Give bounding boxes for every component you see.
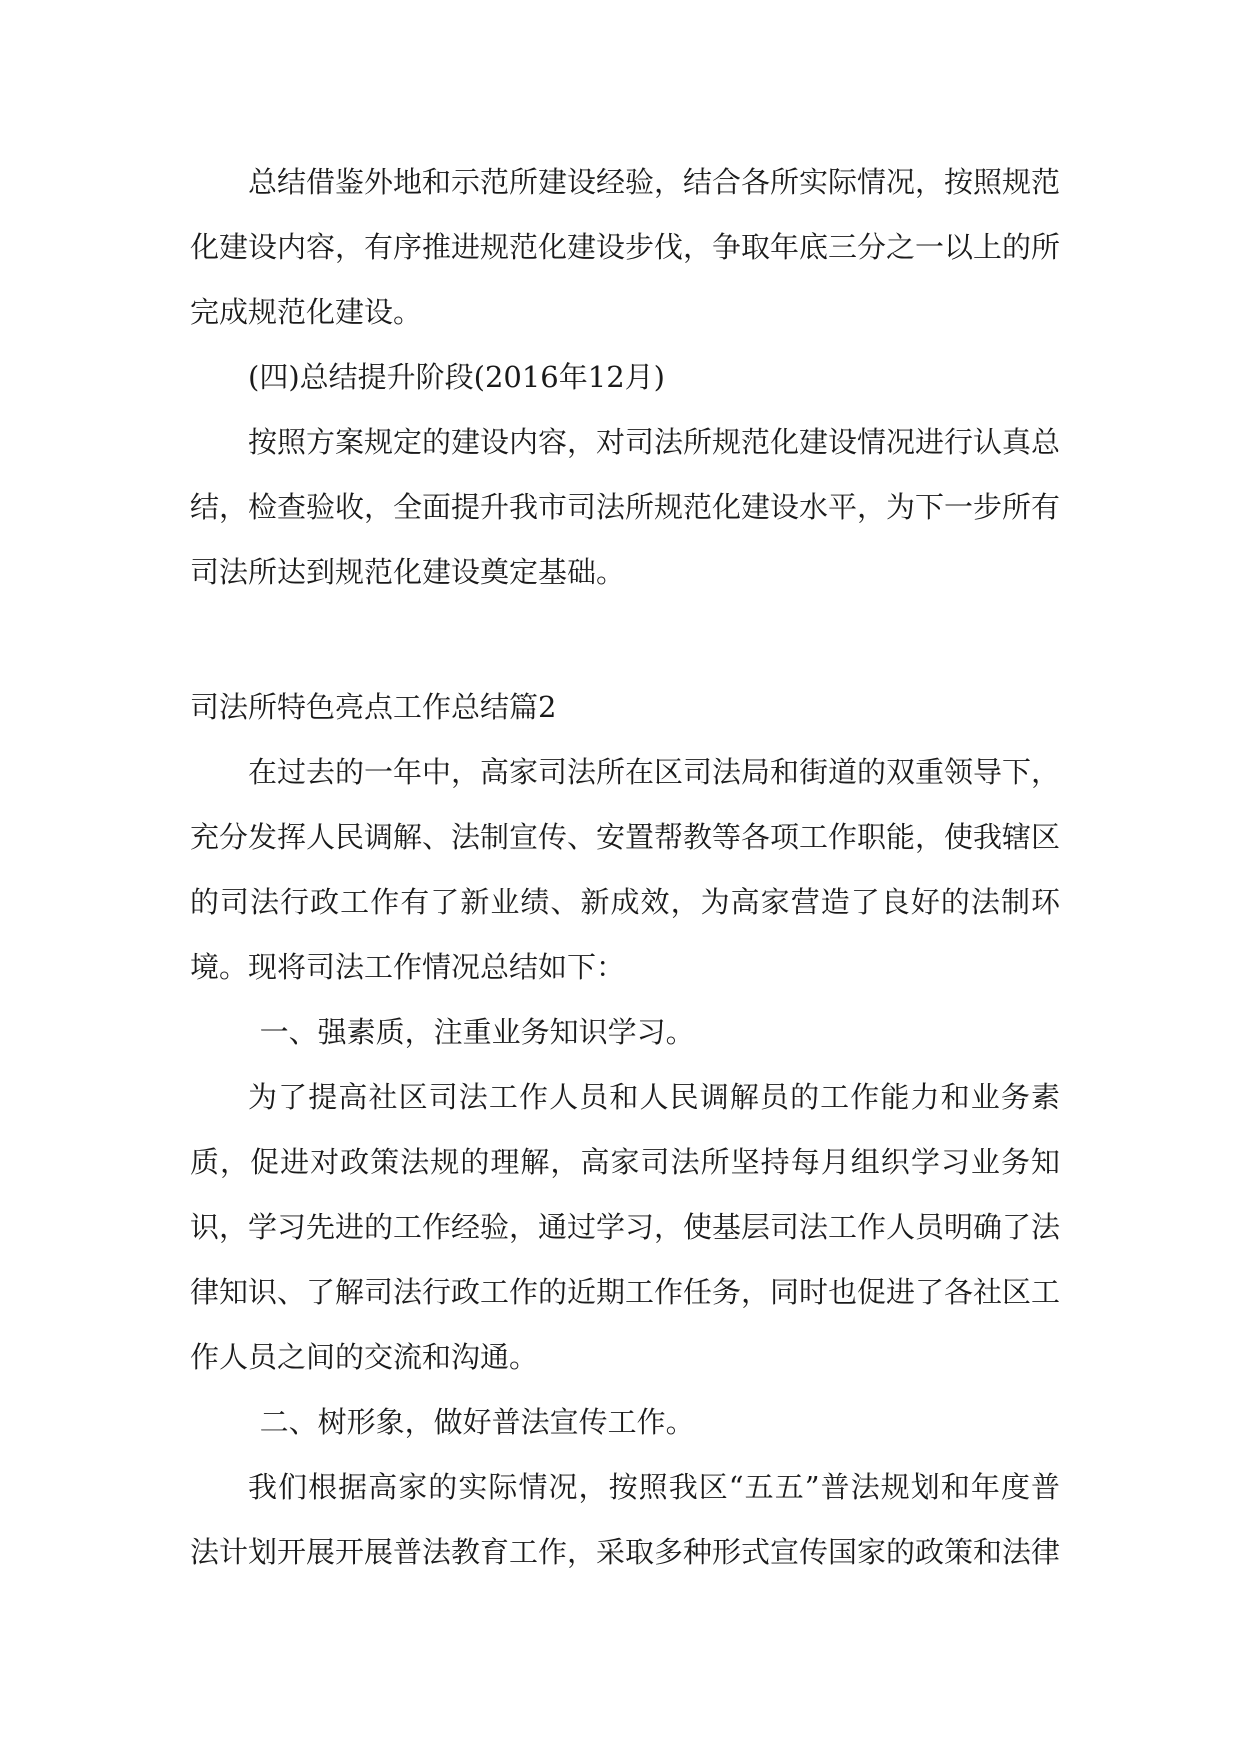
paragraph-intro: 在过去的一年中，高家司法所在区司法局和街道的双重领导下，充分发挥人民调解、法制宣传、安置帮教等各项工作职能，使我辖区的司法行政工作有了新业绩、新成效，为高家营造了良好的法制环境。现将司法工作情况总结如下： bbox=[190, 755, 1061, 984]
paragraph-publicity: 我们根据高家的实际情况，按照我区“五五”普法规划和年度普法计划开展开展普法教育工作，采取多种形式宣传国家的政策和法律 bbox=[190, 1470, 1061, 1569]
paragraph-summary-experience: 总结借鉴外地和示范所建设经验，结合各所实际情况，按照规范化建设内容，有序推进规范化建设步伐，争取年底三分之一以上的所完成规范化建设。 bbox=[190, 165, 1061, 329]
section-heading-stage-four: (四)总结提升阶段(2016年12月) bbox=[248, 360, 665, 394]
document-body bbox=[190, 150, 1060, 1585]
paragraph-training: 为了提高社区司法工作人员和人民调解员的工作能力和业务素质，促进对政策法规的理解，高家司法所坚持每月组织学习业务知识，学习先进的工作经验，通过学习，使基层司法工作人员明确了法律知识、了解司法行政工作的近期工作任务，同时也促进了各社区工作人员之间的交流和沟通。 bbox=[190, 1080, 1061, 1374]
paragraph-stage-four: 按照方案规定的建设内容，对司法所规范化建设情况进行认真总结，检查验收，全面提升我市司法所规范化建设水平，为下一步所有司法所达到规范化建设奠定基础。 bbox=[190, 425, 1061, 589]
article-title-part-2: 司法所特色亮点工作总结篇2 bbox=[190, 690, 557, 724]
section-heading-two: 二、树形象，做好普法宣传工作。 bbox=[259, 1405, 695, 1439]
section-heading-one: 一、强素质，注重业务知识学习。 bbox=[259, 1015, 695, 1049]
